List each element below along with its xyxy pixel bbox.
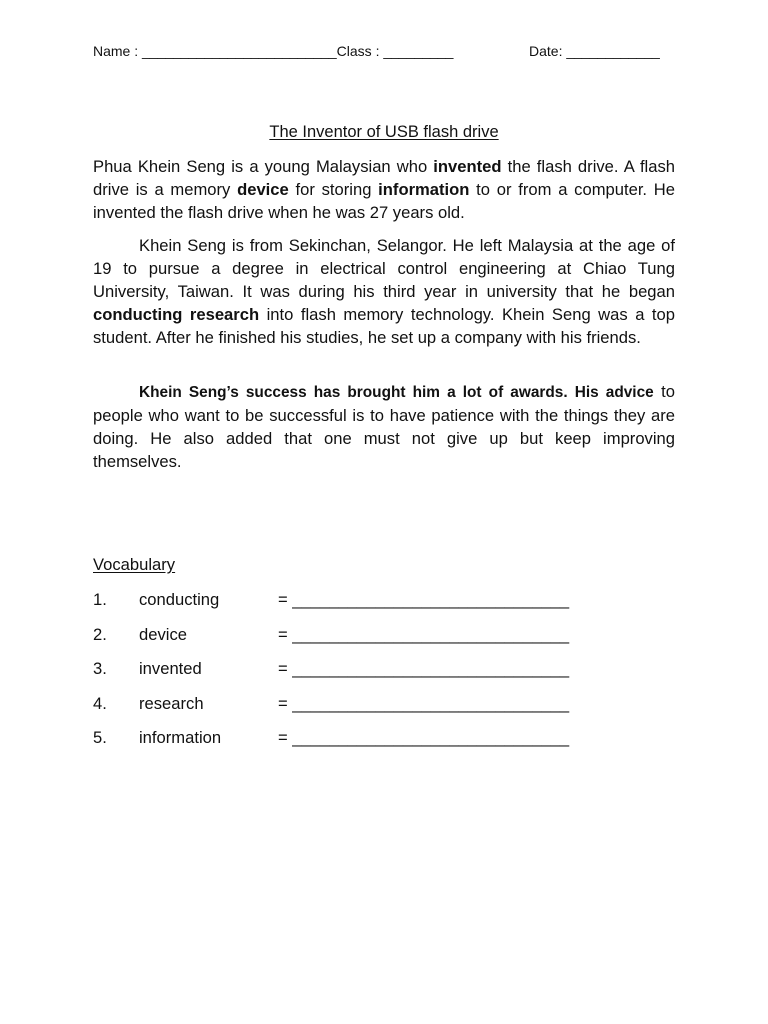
paragraph-text: to or from a computer. He invented the flash drive when he was 27 years old.	[93, 180, 675, 222]
answer-blank[interactable]: = ______________________________	[278, 590, 570, 609]
vocabulary-item	[93, 588, 675, 612]
date-field[interactable]: Date: ____________	[529, 43, 660, 59]
paragraph-success	[93, 380, 675, 473]
bold-term-invented: invented	[433, 157, 502, 176]
vocabulary-word: device	[139, 625, 187, 644]
vocabulary-word: conducting	[139, 590, 220, 609]
class-field[interactable]: Class : _________	[336, 43, 454, 59]
page-title: The Inventor of USB flash drive	[269, 123, 499, 141]
vocabulary-heading: Vocabulary	[93, 555, 176, 574]
item-number: 4.	[93, 694, 107, 713]
name-field[interactable]: Name : _________________________	[93, 43, 337, 59]
item-number: 2.	[93, 625, 107, 644]
paragraph-text: into flash memory technology. Khein Seng was a top student. After he finished his studies, he set up a company with his friends.	[93, 305, 675, 347]
answer-blank[interactable]: = ______________________________	[278, 694, 570, 713]
item-number: 1.	[93, 590, 107, 609]
paragraph-intro	[93, 155, 675, 224]
vocabulary-item	[93, 623, 675, 647]
vocabulary-item	[93, 657, 675, 681]
vocabulary-word: research	[139, 694, 204, 713]
answer-blank[interactable]: = ______________________________	[278, 659, 570, 678]
item-number: 5.	[93, 728, 107, 747]
vocabulary-word: information	[139, 728, 222, 747]
paragraph-background	[93, 234, 675, 349]
worksheet-header	[93, 41, 675, 61]
paragraph-text: for storing	[288, 180, 379, 199]
vocabulary-item	[93, 726, 675, 750]
answer-blank[interactable]: = ______________________________	[278, 728, 570, 747]
paragraph-text: to people who want to be successful is to have patience with the things they are doing. He also added that one must not give up but keep improving themselves.	[93, 382, 676, 471]
paragraph-text: Phua Khein Seng is a young Malaysian who	[93, 157, 434, 176]
vocabulary-word: invented	[139, 659, 202, 678]
vocabulary-item	[93, 692, 675, 716]
worksheet-page	[93, 0, 675, 1024]
bold-term-device: device	[237, 180, 289, 199]
bold-term-conducting-research: conducting research	[93, 305, 260, 324]
paragraph-lead-bold: Khein Seng’s success has brought him a lot of awards. His advice	[139, 384, 654, 401]
answer-blank[interactable]: = ______________________________	[278, 625, 570, 644]
paragraph-text: Khein Seng is from Sekinchan, Selangor. He left Malaysia at the age of 19 to pursue a degree in electrical control engineering at Chiao Tung University, Taiwan. It was during his third year in university that he began	[93, 236, 675, 301]
paragraph-text: the flash drive. A flash drive is a memory	[93, 157, 675, 199]
bold-term-information: information	[378, 180, 470, 199]
item-number: 3.	[93, 659, 107, 678]
